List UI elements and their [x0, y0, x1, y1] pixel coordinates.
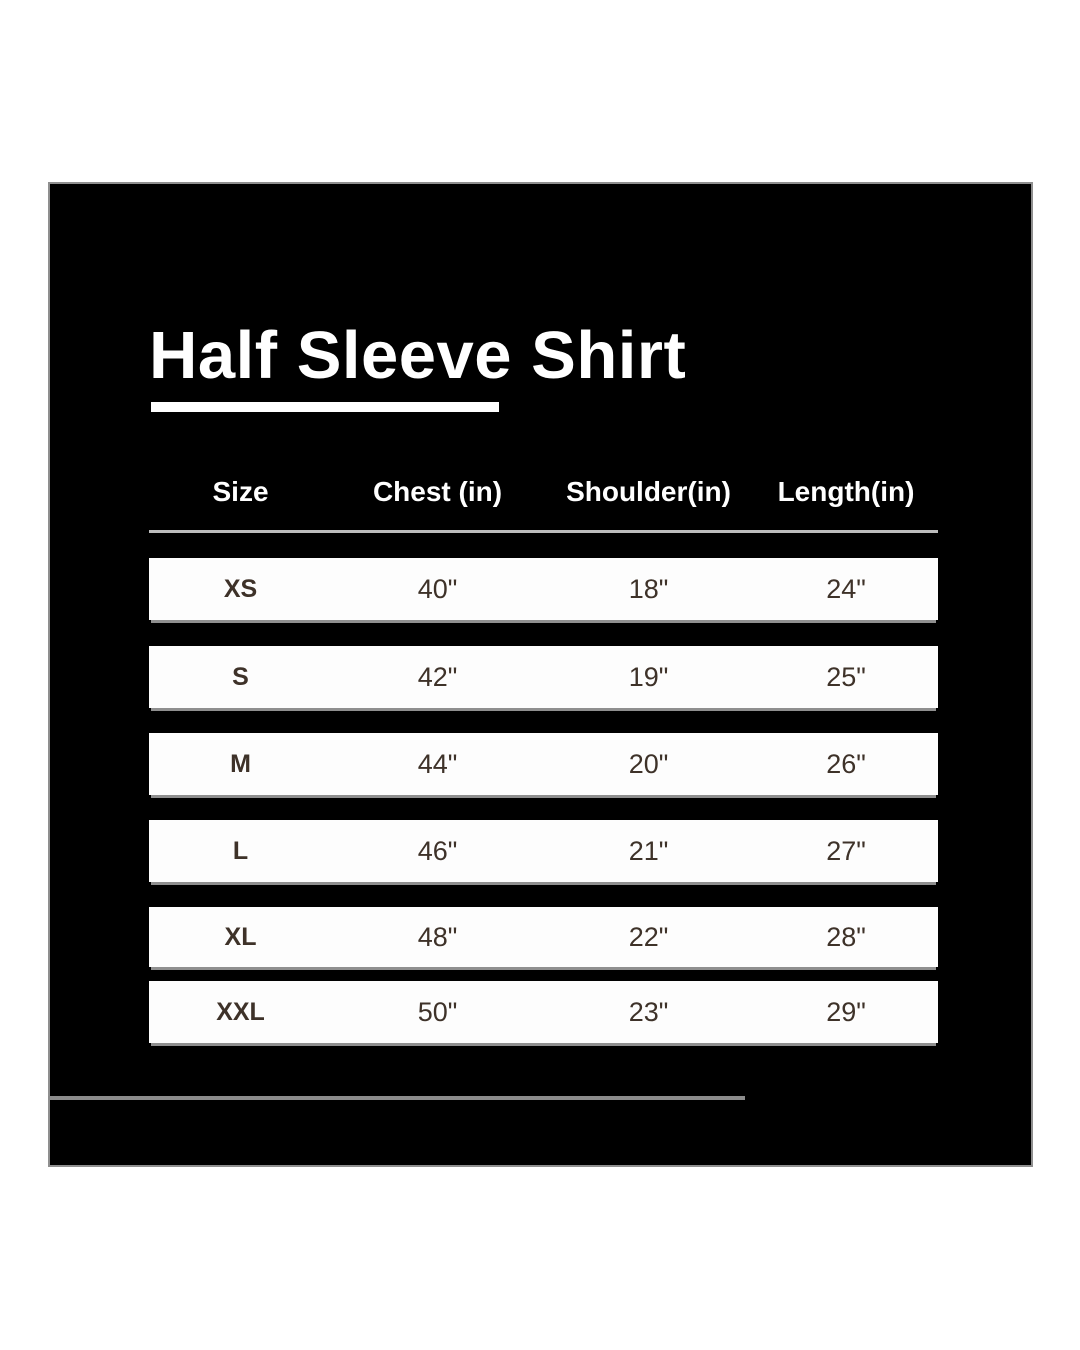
table-row-xxl: [149, 981, 938, 1043]
shoulder-cell: 21": [628, 835, 669, 866]
size-cell: L: [232, 836, 249, 865]
column-header-size: Size: [212, 476, 269, 507]
table-header-row: [149, 472, 938, 512]
size-cell: S: [232, 662, 249, 691]
shoulder-cell: 18": [628, 573, 669, 604]
chest-cell: 48": [417, 921, 458, 952]
table-row-xs: [149, 558, 938, 620]
size-cell: M: [230, 749, 251, 778]
header-divider: [149, 530, 938, 533]
table-row-l: [149, 820, 938, 882]
table-row-m: [149, 733, 938, 795]
shoulder-cell: 20": [628, 748, 669, 779]
title-underline: [151, 402, 499, 412]
length-cell: 25": [826, 661, 866, 692]
chest-cell: 40": [417, 573, 458, 604]
length-cell: 29": [826, 996, 866, 1027]
length-cell: 27": [826, 835, 866, 866]
chest-cell: 46": [417, 835, 458, 866]
page-title: Half Sleeve Shirt: [149, 318, 687, 393]
table-row-s: [149, 646, 938, 708]
bottom-divider: [48, 1096, 745, 1100]
chest-cell: 50": [417, 996, 458, 1027]
shoulder-cell: 22": [628, 921, 669, 952]
chest-cell: 42": [417, 661, 458, 692]
length-cell: 28": [826, 921, 866, 952]
shoulder-cell: 23": [628, 996, 669, 1027]
column-header-length: Length(in): [777, 476, 915, 507]
size-cell: XS: [223, 574, 258, 603]
shoulder-cell: 19": [628, 661, 669, 692]
length-cell: 26": [826, 748, 866, 779]
chest-cell: 44": [417, 748, 458, 779]
size-chart-panel: [48, 182, 1033, 1167]
table-row-xl: [149, 907, 938, 967]
column-header-shoulder: Shoulder(in): [566, 476, 731, 507]
column-header-chest: Chest (in): [372, 476, 503, 507]
size-cell: XL: [224, 922, 257, 951]
length-cell: 24": [826, 573, 866, 604]
size-cell: XXL: [216, 997, 265, 1026]
